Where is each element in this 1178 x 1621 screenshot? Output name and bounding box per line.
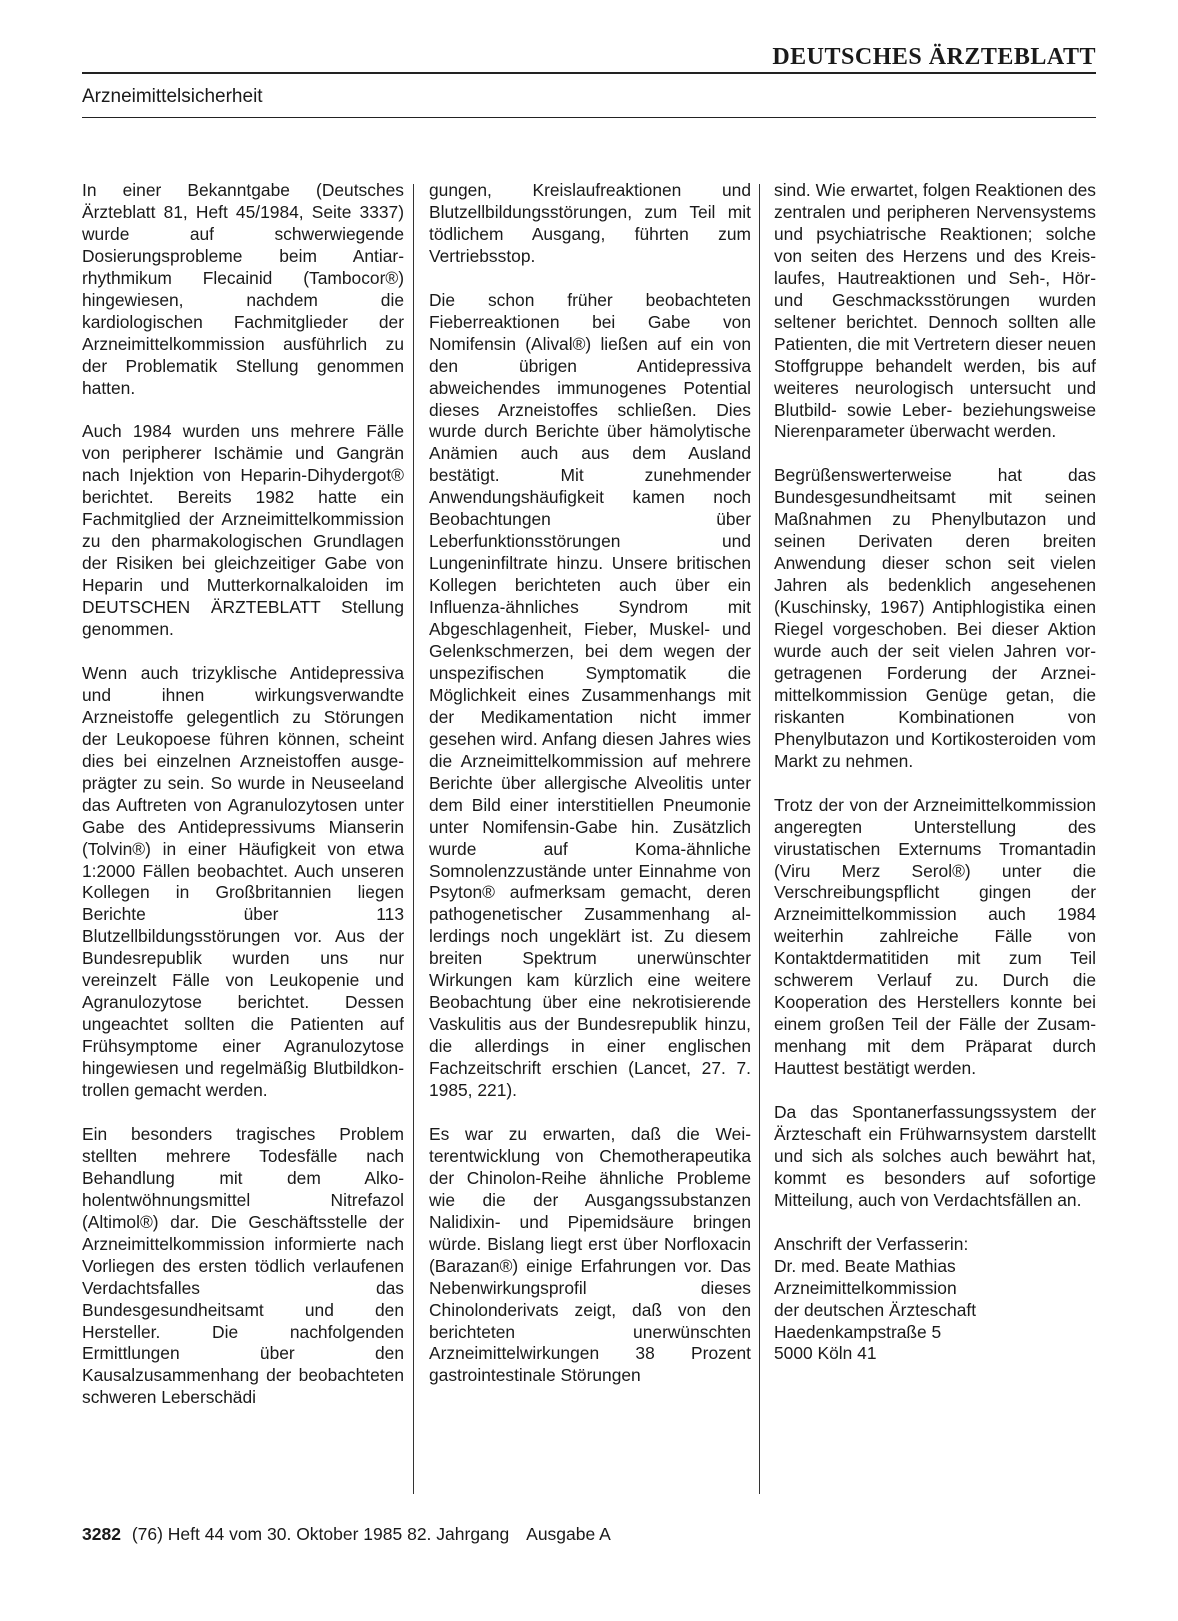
paragraph: In einer Bekanntgabe (Deutsches Ärzteblatt 81, Heft 45/1984, Seite 3337) wurde auf schwerwiegende Dosierungsprobleme beim Antiarrhythmikum Flecainid (Tambocor®) hingewiesen, nachdem die kardiologischen Fachmitglieder der Arzneimittelkommission ausführlich zu der Problematik Stellung genommen hatten. xyxy=(82,180,404,398)
paragraph: gungen, Kreislaufreaktionen und Blutzellbildungsstörungen, zum Teil mit tödlichem Ausgang, führten zum Vertriebsstop. xyxy=(429,180,751,266)
author-address xyxy=(774,1234,1096,1366)
paragraph: Ein besonders tragisches Problem stellten mehrere Todesfälle nach Behandlung mit dem Alkoholentwöhnungsmittel Nitrefazol (Altimol®) dar. Die Geschäftsstelle der Arzneimittelkommission informierte nach Vorliegen des ersten tödlich verlaufenen Verdachtsfalles das Bundesgesundheitsamt und den Hersteller. Die nachfolgenden Ermittlungen über den Kausalzusammenhang der beobachteten schweren Leberschädi xyxy=(82,1123,404,1408)
paragraph: Auch 1984 wurden uns mehrere Fälle von peripherer Ischämie und Gangrän nach Injektion von Heparin-Dihydergot® berichtet. Bereits 1982 hatte ein Fachmitglied der Arzneimittelkommission zu den pharmakologischen Grundlagen der Risiken bei gleichzeitiger Gabe von Heparin und Mutterkornalkaloiden im DEUTSCHEN ÄRZTEBLATT Stellung genommen. xyxy=(82,421,404,640)
section-rule xyxy=(82,117,1096,118)
paragraph: Da das Spontanerfassungssystem der Ärzteschaft ein Frühwarnsystem darstellt und sich als solches auch bewährt hat, kommt es besonders auf sofortige Mitteilung, auch von Verdachtsfällen an. xyxy=(774,1101,1096,1210)
paragraph: Es war zu erwarten, daß die Weiterentwicklung von Chemotherapeutika der Chinolon-Reihe ähnliche Probleme wie die der Ausgangssubstanzen Nalidixin- und Pipemidsäure bringen würde. Bislang liegt erst über Norfloxacin (Barazan®) einige Erfahrungen vor. Das Nebenwirkungsprofil dieses Chinolonderivats zeigt, daß von den berichteten unerwünschten Arzneimittelwirkungen 38 Prozent gastrointestinale Störungen xyxy=(429,1123,751,1386)
address-line: der deutschen Ärzteschaft xyxy=(774,1299,977,1320)
masthead-rule xyxy=(82,72,1096,74)
page-footer xyxy=(82,1524,611,1545)
edition-label: Ausgabe A xyxy=(526,1524,611,1544)
text-column-3 xyxy=(774,180,1096,1365)
paragraph: Trotz der von der Arzneimittelkommission angeregten Unterstellung des virustatischen Externums Tromantadin (Viru Merz Serol®) unter die Verschreibungspflicht gingen der Arzneimittelkommission auch 1984 weiterhin zahlreiche Fälle von Kontaktdermatitiden mit zum Teil schwerem Verlauf zu. Durch die Kooperation des Herstellers konnte bei einem großen Teil der Fälle der Zusammenhang mit dem Präparat durch Hauttest bestätigt werden. xyxy=(774,794,1096,1079)
paragraph: sind. Wie erwartet, folgen Reaktionen des zentralen und peripheren Nervensystems und psychiatrische Reaktionen; solche von seiten des Herzens und des Kreislaufes, Hautreaktionen und Seh-, Hör- und Geschmacksstörungen wurden seltener berichtet. Dennoch sollten alle Patienten, die mit Vertretern dieser neuen Stoffgruppe behandelt werden, bis auf weiteres neurologisch untersucht und Blutbild- sowie Leber- beziehungsweise Nierenparameter überwacht werden. xyxy=(774,180,1096,442)
paragraph: Die schon früher beobachteten Fieberreaktionen bei Gabe von Nomifensin (Alival®) ließen auf ein von den übrigen Antidepressiva abweichendes immunogenes Potential dieses Arzneistoffes schließen. Dies wurde durch Berichte über hämolytische Anämien auch aus dem Ausland bestätigt. Mit zunehmender Anwendungshäufigkeit kamen noch Beobachtungen über Leberfunktionsstörungen und Lungeninfiltrate hinzu. Unsere britischen Kollegen berichteten auch über ein Influenza-ähnliches Syndrom mit Abgeschlagenheit, Fieber, Muskel- und Gelenkschmerzen, bei dem wegen der unspezifischen Symptomatik die Möglichkeit eines Zusammenhangs mit der Medikamentation nicht immer gesehen wird. Anfang diesen Jahres wies die Arzneimittelkommission auf mehrere Berichte über allergische Alveolitis unter dem Bild einer interstitiellen Pneumonie unter Nomifensin-Gabe hin. Zusätzlich wurde auf Koma-ähnliche Somnolenzzustände unter Einnahme von Psyton® aufmerksam gemacht, deren pathogenetischer Zusammenhang allerdings noch ungeklärt ist. Zu diesem breiten Spektrum unerwünschter Wirkungen kam kürzlich eine weitere Beobachtung über eine nekrotisierende Vaskulitis aus der Bundesrepublik hinzu, die allerdings in einer englischen Fachzeitschrift erschien (Lancet, 27. 7. 1985, 221). xyxy=(429,289,751,1101)
address-line: Arzneimittelkommission xyxy=(774,1277,957,1298)
section-title: Arzneimittelsicherheit xyxy=(82,86,263,107)
text-column-1 xyxy=(82,180,404,1431)
paragraph: Wenn auch trizyklische Antidepressiva und ihnen wirkungsverwandte Arzneistoffe gelegentlich zu Störungen der Leukopoese führen können, scheint dies bei einzelnen Arzneistoffen ausgeprägter zu sein. So wurde in Neuseeland das Auftreten von Agranulozytosen unter Gabe des Antidepressivums Mianserin (Tolvin®) in einer Häufigkeit von etwa 1:2000 Fällen beobachtet. Auch unseren Kollegen in Großbritannien liegen Berichte über 113 Blutzellbildungsstörungen vor. Aus der Bundesrepublik wurden uns nur vereinzelt Fälle von Leukopenie und Agranulozytose berichtet. Dessen ungeachtet sollten die Patienten auf Frühsymptome einer Agranulozytose hingewiesen und regelmäßig Blutbildkontrollen gemacht werden. xyxy=(82,662,404,1101)
text-column-2 xyxy=(429,180,751,1409)
column-divider xyxy=(413,184,414,1494)
page-number: 3282 xyxy=(82,1524,121,1544)
address-line: Haedenkampstraße 5 xyxy=(774,1321,942,1342)
column-divider xyxy=(759,184,760,1494)
journal-masthead: DEUTSCHES ÄRZTEBLATT xyxy=(772,44,1096,70)
address-line: Anschrift der Verfasserin: xyxy=(774,1233,969,1254)
issue-info: (76) Heft 44 vom 30. Oktober 1985 82. Jahrgang xyxy=(131,1524,510,1544)
paragraph: Begrüßenswerterweise hat das Bundesgesundheitsamt mit seinen Maßnahmen zu Phenylbutazon und seinen Derivaten deren breiten Anwendung dieser schon seit vielen Jahren als bedenklich angesehenen (Kuschinsky, 1967) Antiphlogistika einen Riegel vorgeschoben. Bei dieser Aktion wurde auch der seit vielen Jahren vorgetragenen Forderung der Arzneimittelkommission Genüge getan, die riskanten Kombinationen von Phenylbutazon und Kortikosteroiden vom Markt zu nehmen. xyxy=(774,465,1096,771)
address-line: Dr. med. Beate Mathias xyxy=(774,1255,956,1276)
address-line: 5000 Köln 41 xyxy=(774,1343,877,1364)
